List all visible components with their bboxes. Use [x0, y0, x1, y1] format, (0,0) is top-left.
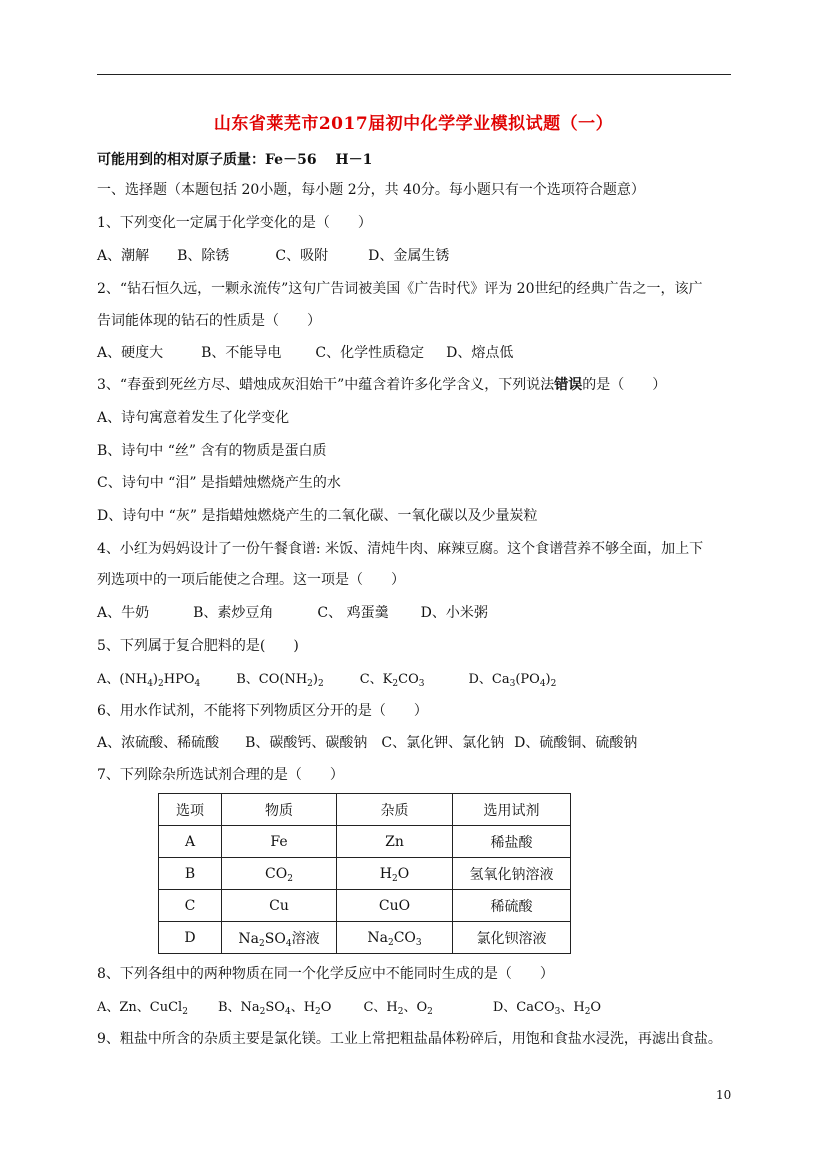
page-number: 10 [716, 1088, 732, 1102]
option-b: B、$Na_2SO_4$、$H_2O$ [217, 1000, 332, 1017]
question-3-option-b: B、诗句中 “丝” 含有的物质是蛋白质 [97, 443, 327, 459]
question-2-stem-line1: 2、“钻石恒久远，一颗永流传”这句广告词被美国《广告时代》评为 20世纪的经典广告之一，该广 [97, 281, 703, 297]
question-1-options [97, 246, 449, 266]
option-b: B、素炒豆角 [193, 605, 274, 621]
impurity-cell: Zn [337, 826, 453, 858]
emphasis-wrong: 错误 [554, 377, 583, 393]
option-a: A、浓硫酸、稀硫酸 [97, 735, 220, 751]
option-d: D、硫酸铜、硫酸钠 [514, 735, 638, 751]
header-cell: 选用试剂 [453, 794, 571, 826]
question-9-stem: 9、粗盐中所含的杂质主要是氯化镁。工业上常把粗盐晶体粉碎后，用饱和食盐水浸洗，再滤出食盐。 [97, 1031, 722, 1047]
option-b: B、不能导电 [201, 345, 282, 361]
question-8-options [97, 998, 601, 1018]
option-b: B、碳酸钙、碳酸钠 [245, 735, 368, 751]
question-8-stem: 8、下列各组中的两种物质在同一个化学反应中不能同时生成的是（ ） [97, 966, 554, 982]
reagent-cell: 氯化钡溶液 [453, 922, 571, 954]
impurity-cell: CuO [337, 890, 453, 922]
option-d: D、熔点低 [446, 345, 514, 361]
option-a: A、牛奶 [97, 605, 150, 621]
option-d: D、小米粥 [420, 605, 488, 621]
option-d: D、$Ca_3(PO_4)_2$ [468, 672, 557, 689]
reagent-table [158, 793, 571, 954]
option-c: C、$K_2CO_3$ [359, 672, 425, 689]
question-6-options [97, 733, 637, 753]
question-6-stem: 6、用水作试剂，不能将下列物质区分开的是（ ） [97, 703, 428, 719]
header-cell: 杂质 [337, 794, 453, 826]
substance-cell: $Na_2SO_4$溶液 [222, 922, 337, 954]
question-7-stem: 7、下列除杂所选试剂合理的是（ ） [97, 767, 344, 783]
option-d: D、金属生锈 [368, 248, 450, 264]
question-1-stem: 1、下列变化一定属于化学变化的是（ ） [97, 215, 372, 231]
option-b: B、$CO(NH_2)_2$ [236, 672, 324, 689]
question-2-options [97, 343, 513, 363]
question-4-stem-line2: 列选项中的一项后能使之合理。这一项是（ ） [97, 572, 405, 588]
option-c: C、吸附 [275, 248, 329, 264]
question-2-stem-line2: 告词能体现的钻石的性质是（ ） [97, 313, 321, 329]
substance-cell: Cu [222, 890, 337, 922]
question-5-stem: 5、下列属于复合肥料的是( ) [97, 638, 299, 654]
impurity-cell: $H_2O$ [337, 858, 453, 890]
table-row [159, 826, 571, 858]
option-c: C、$H_2$、$O_2$ [363, 1000, 433, 1017]
reagent-cell: 稀盐酸 [453, 826, 571, 858]
substance-cell: Fe [222, 826, 337, 858]
reagent-cell: 氢氧化钠溶液 [453, 858, 571, 890]
option-a: A、$(NH_4)_2HPO_4$ [97, 672, 201, 689]
option-b: B、除锈 [177, 248, 230, 264]
header-cell: 物质 [222, 794, 337, 826]
option-cell: B [159, 858, 222, 890]
table-row [159, 890, 571, 922]
option-a: A、Zn、CuCl$_2$ [97, 1000, 188, 1017]
option-cell: C [159, 890, 222, 922]
page-title: 山东省莱芜市2017届初中化学学业模拟试题（一） [213, 114, 614, 134]
question-4-options [97, 603, 488, 623]
question-3-option-c: C、诗句中 “泪” 是指蜡烛燃烧产生的水 [97, 475, 341, 491]
option-c: C、氯化钾、氯化钠 [381, 735, 505, 751]
option-d: D、CaCO$_3$、$H_2O$ [492, 1000, 602, 1017]
option-c: C、 鸡蛋羹 [317, 605, 389, 621]
question-3-option-d: D、诗句中 “灰” 是指蜡烛燃烧产生的二氧化碳、一氧化碳以及少量炭粒 [97, 508, 538, 524]
table-header-row [159, 794, 571, 826]
table-row [159, 858, 571, 890]
table-row [159, 922, 571, 954]
impurity-cell: $Na_2CO_3$ [337, 922, 453, 954]
option-a: A、潮解 [97, 248, 150, 264]
substance-cell: $CO_2$ [222, 858, 337, 890]
option-cell: A [159, 826, 222, 858]
section-heading: 一、选择题（本题包括 20小题，每小题 2分，共 40分。每小题只有一个选项符合题意） [97, 182, 645, 198]
question-3-option-a: A、诗句寓意着发生了化学变化 [97, 410, 290, 426]
option-c: C、化学性质稳定 [315, 345, 425, 361]
question-3-stem: 3、“春蚕到死丝方尽、蜡烛成灰泪始干”中蕴含着许多化学含义，下列说法错误的是（ ） [97, 377, 667, 393]
question-4-stem-line1: 4、小红为妈妈设计了一份午餐食谱: 米饭、清炖牛肉、麻辣豆腐。这个食谱营养不够全面，加上下 [97, 541, 704, 557]
header-cell: 选项 [159, 794, 222, 826]
option-cell: D [159, 922, 222, 954]
atomic-mass-line: 可能用到的相对原子质量：Fe－56 H－1 [97, 152, 373, 168]
question-5-options [97, 670, 556, 690]
reagent-cell: 稀硫酸 [453, 890, 571, 922]
option-a: A、硬度大 [97, 345, 164, 361]
header-rule [97, 74, 731, 75]
